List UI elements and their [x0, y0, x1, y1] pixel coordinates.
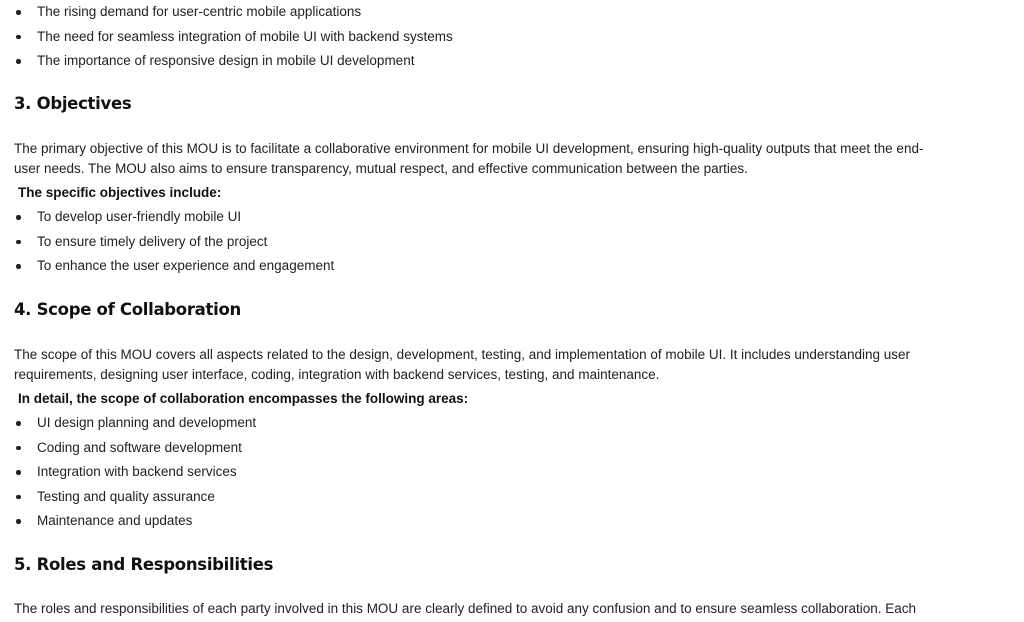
list-item: Coding and software development	[14, 436, 256, 461]
list-item: To develop user-friendly mobile UI	[14, 205, 334, 230]
roles-paragraph: The roles and responsibilities of each party involved in this MOU are clearly defined to avoid any confusion and to ensure seamless collaboration. Each	[14, 601, 916, 616]
section-heading-roles: 5. Roles and Responsibilities	[14, 555, 274, 574]
scope-list-intro: In detail, the scope of collaboration encompasses the following areas:	[18, 391, 469, 406]
objectives-list-intro: The specific objectives include:	[18, 185, 222, 200]
list-item: The rising demand for user-centric mobile applications	[14, 0, 453, 25]
list-item: Testing and quality assurance	[14, 485, 256, 510]
list-item: Integration with backend services	[14, 460, 256, 485]
section-heading-scope: 4. Scope of Collaboration	[14, 300, 241, 319]
scope-bullet-list	[14, 411, 256, 534]
objectives-paragraph: The primary objective of this MOU is to facilitate a collaborative environment for mobile UI development, ensuring high-quality outputs that meet the end-user needs. The MOU also aims to ensure transparency, mutual respect, and effective communication between the parties.	[14, 141, 924, 176]
objectives-bullet-list	[14, 205, 334, 279]
list-item: To enhance the user experience and engagement	[14, 254, 334, 279]
list-item: To ensure timely delivery of the project	[14, 230, 334, 255]
scope-paragraph: The scope of this MOU covers all aspects related to the design, development, testing, and implementation of mobile UI. It includes understanding user requirements, designing user interface, coding, integration with backend services, testing, and maintenance.	[14, 347, 910, 382]
list-item: Maintenance and updates	[14, 509, 256, 534]
list-item: UI design planning and development	[14, 411, 256, 436]
list-item: The need for seamless integration of mobile UI with backend systems	[14, 25, 453, 50]
section-heading-objectives: 3. Objectives	[14, 94, 132, 113]
list-item: The importance of responsive design in mobile UI development	[14, 49, 453, 74]
background-bullet-list	[14, 0, 453, 74]
